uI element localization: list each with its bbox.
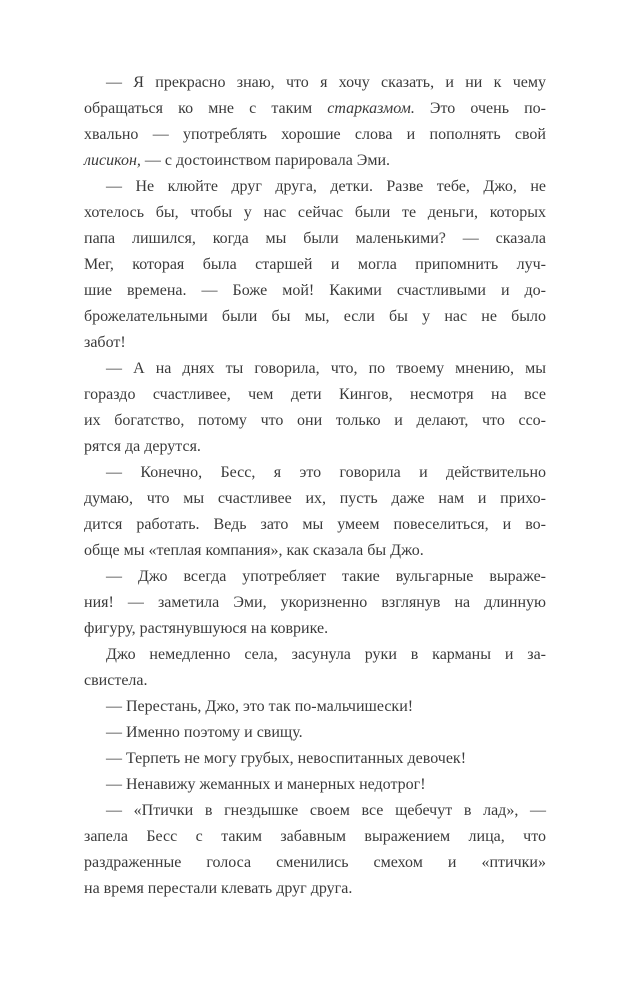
text-segment: — «Птички в гнездышке своем все щебечут в лад», —	[106, 802, 546, 819]
text-segment: ния! — заметила Эми, укоризненно взглянув на длинную	[84, 594, 546, 611]
paragraph	[84, 694, 546, 720]
text-segment: — Ненавижу жеманных и манерных недотрог!	[106, 776, 426, 793]
paragraph	[84, 564, 546, 642]
text-line	[84, 356, 546, 382]
text-line	[84, 720, 546, 746]
text-line	[84, 96, 546, 122]
italic-text: лисикон,	[84, 152, 141, 169]
text-segment: Мег, которая была старшей и могла припомнить луч-	[84, 256, 546, 273]
text-segment: обще мы «теплая компания», как сказала бы Джо.	[84, 542, 424, 559]
text-segment: — Перестань, Джо, это так по-мальчишески!	[106, 698, 414, 715]
text-line	[84, 512, 546, 538]
text-line	[84, 538, 546, 564]
text-line	[84, 460, 546, 486]
paragraph	[84, 772, 546, 798]
text-line	[84, 876, 546, 902]
text-segment: обращаться ко мне с таким	[84, 100, 328, 117]
text-line	[84, 746, 546, 772]
text-segment: раздраженные голоса сменились смехом и «птички»	[84, 854, 546, 871]
paragraph	[84, 70, 546, 174]
text-line	[84, 174, 546, 200]
text-segment: папа лишился, когда мы были маленькими? — сказала	[84, 230, 546, 247]
text-line	[84, 252, 546, 278]
text-segment: гораздо счастливее, чем дети Кингов, несмотря на все	[84, 386, 546, 403]
text-segment: Джо немедленно села, засунула руки в карманы и за-	[106, 646, 546, 663]
text-line	[84, 148, 546, 174]
text-segment: хвально — употреблять хорошие слова и пополнять свой	[84, 126, 546, 143]
text-line	[84, 278, 546, 304]
paragraph	[84, 460, 546, 564]
text-segment: на время перестали клевать друг друга.	[84, 880, 353, 897]
text-line	[84, 122, 546, 148]
paragraph	[84, 642, 546, 694]
text-line	[84, 200, 546, 226]
text-line	[84, 850, 546, 876]
text-segment: забот!	[84, 334, 126, 351]
text-line	[84, 798, 546, 824]
paragraph	[84, 356, 546, 460]
text-segment: — с достоинством парировала Эми.	[140, 152, 391, 169]
text-segment: — А на днях ты говорила, что, по твоему мнению, мы	[106, 360, 546, 377]
text-segment: свистела.	[84, 672, 148, 689]
paragraph	[84, 746, 546, 772]
text-segment: рятся да дерутся.	[84, 438, 201, 455]
text-line	[84, 304, 546, 330]
text-segment: Это очень по-	[414, 100, 547, 117]
text-line	[84, 616, 546, 642]
text-line	[84, 434, 546, 460]
book-text	[84, 70, 546, 902]
paragraph	[84, 720, 546, 746]
text-line	[84, 590, 546, 616]
text-segment: их богатство, потому что они только и делают, что ссо-	[84, 412, 546, 429]
text-segment: — Я прекрасно знаю, что я хочу сказать, и ни к чему	[106, 74, 546, 91]
paragraph	[84, 174, 546, 356]
text-line	[84, 642, 546, 668]
text-segment: — Не клюйте друг друга, детки. Разве тебе, Джо, не	[106, 178, 546, 195]
text-line	[84, 694, 546, 720]
text-segment: хотелось бы, чтобы у нас сейчас были те деньги, которых	[84, 204, 546, 221]
text-line	[84, 772, 546, 798]
text-line	[84, 824, 546, 850]
text-segment: — Терпеть не могу грубых, невоспитанных девочек!	[106, 750, 467, 767]
text-segment: шие времена. — Боже мой! Какими счастливыми и до-	[84, 282, 546, 299]
text-segment: запела Бесс с таким забавным выражением лица, что	[84, 828, 546, 845]
text-segment: дится работать. Ведь зато мы умеем повеселиться, и во-	[84, 516, 546, 533]
text-line	[84, 330, 546, 356]
text-segment: брожелательными были бы мы, если бы у нас не было	[84, 308, 546, 325]
paragraph	[84, 798, 546, 902]
text-line	[84, 564, 546, 590]
text-segment: — Джо всегда употребляет такие вульгарные выраже-	[106, 568, 546, 585]
italic-text: старказмом.	[327, 100, 415, 117]
text-segment: думаю, что мы счастливее их, пусть даже нам и прихо-	[84, 490, 546, 507]
text-segment: — Конечно, Бесс, я это говорила и действительно	[106, 464, 546, 481]
text-line	[84, 226, 546, 252]
text-line	[84, 70, 546, 96]
text-line	[84, 408, 546, 434]
text-segment: фигуру, растянувшуюся на коврике.	[84, 620, 329, 637]
text-segment: — Именно поэтому и свищу.	[106, 724, 303, 741]
text-line	[84, 382, 546, 408]
text-line	[84, 486, 546, 512]
text-line	[84, 668, 546, 694]
